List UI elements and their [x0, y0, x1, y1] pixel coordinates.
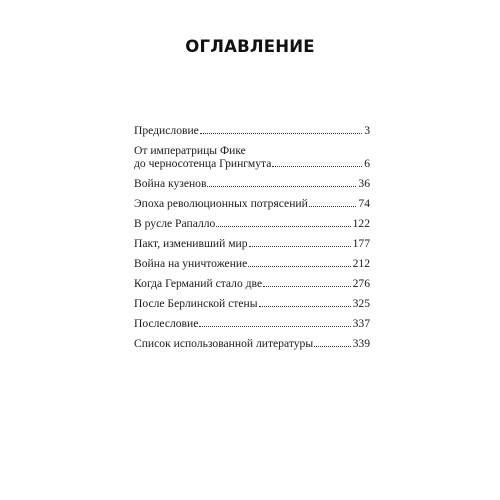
dot-leader	[207, 186, 356, 187]
dot-leader	[272, 166, 362, 167]
toc-heading: ОГЛАВЛЕНИЕ	[185, 37, 315, 56]
toc-entry-page: 339	[352, 337, 370, 350]
dot-leader	[309, 206, 357, 207]
toc-entry-title	[134, 144, 271, 170]
toc-entry-title: После Берлинской стены	[134, 297, 258, 310]
toc-entry-title: Война кузенов	[134, 177, 207, 190]
toc-entry-page: 337	[352, 317, 370, 330]
toc-entry	[134, 197, 370, 210]
toc-entry-title: Эпоха революционных потрясений	[134, 197, 308, 210]
dot-leader	[199, 326, 350, 327]
toc-entry-page: 212	[352, 257, 370, 270]
dot-leader	[248, 266, 350, 267]
toc-entry-title: Послесловие	[134, 317, 199, 330]
toc-entry-title-line-1: От императрицы Фике	[134, 144, 246, 157]
toc-entry-title: Предисловие	[134, 124, 199, 137]
toc-entry-page: 276	[352, 277, 370, 290]
toc-list	[134, 124, 370, 350]
toc-entry-page: 177	[352, 237, 370, 250]
dot-leader	[263, 286, 351, 287]
toc-entry	[134, 297, 370, 310]
dot-leader	[216, 226, 350, 227]
dot-leader	[249, 246, 351, 247]
toc-entry	[134, 277, 370, 290]
toc-entry-page: 36	[358, 177, 370, 190]
toc-entry	[134, 237, 370, 250]
toc-entry	[134, 177, 370, 190]
toc-entry-title: Пакт, изменивший мир	[134, 237, 248, 250]
toc-entry-page: 3	[364, 124, 370, 137]
dot-leader	[259, 306, 351, 307]
toc-entry	[134, 217, 370, 230]
toc-entry-page: 74	[358, 197, 370, 210]
toc-entry-page: 122	[352, 217, 370, 230]
toc-entry-page: 6	[364, 157, 370, 170]
toc-entry	[134, 257, 370, 270]
toc-entry	[134, 124, 370, 137]
toc-entry-title: Список использованной литературы	[134, 337, 314, 350]
dot-leader	[200, 133, 362, 134]
toc-entry-title: В русле Рапалло	[134, 217, 216, 230]
toc-entry-page: 325	[352, 297, 370, 310]
toc-entry-title: Война на уничтожение	[134, 257, 248, 270]
toc-entry-title: Когда Германий стало две	[134, 277, 263, 290]
toc-entry	[134, 317, 370, 330]
dot-leader	[314, 346, 350, 347]
toc-entry-title-line-2: до черносотенца Грингмута	[134, 157, 272, 170]
toc-entry	[134, 144, 370, 170]
toc-entry	[134, 337, 370, 350]
